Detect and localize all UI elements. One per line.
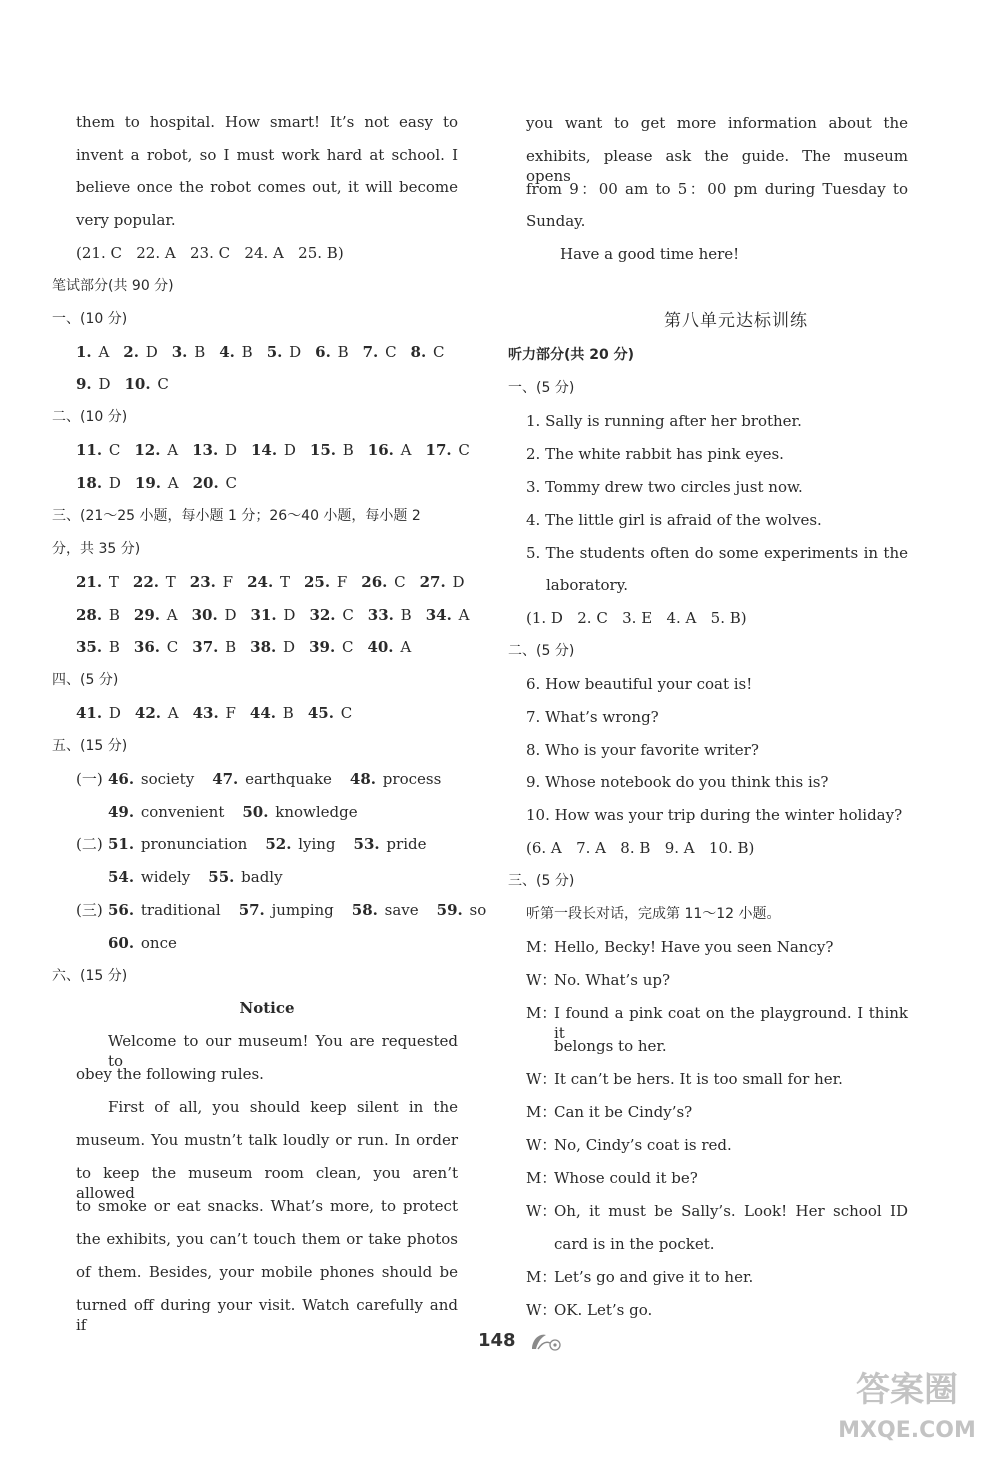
answer-row (76, 572, 479, 592)
section-title: 分，共 35 分) (52, 541, 141, 557)
answer-key: (6. A 7. A 8. B 9. A 10. B) (526, 839, 755, 857)
dialogue-speaker: M： (526, 1103, 557, 1121)
section-title: 五、(15 分) (52, 738, 128, 754)
text-line: Sunday. (526, 212, 586, 230)
page-number: 148 (478, 1330, 516, 1351)
answer-row (76, 703, 366, 723)
section-title: 笔试部分(共 90 分) (52, 278, 174, 294)
answer-item: 10. C (124, 375, 169, 393)
answer-item: 53. pride (353, 835, 427, 853)
answer-item: 51. pronunciation (108, 835, 248, 853)
text-line: from 9：00 am to 5：00 pm during Tuesday to (526, 180, 908, 198)
question-line: 1. Sally is running after her brother. (526, 412, 802, 430)
answer-item: 48. process (349, 770, 442, 788)
answer-item: 28. B (76, 606, 120, 624)
answer-item: 26. C (361, 573, 406, 591)
answer-row (76, 473, 251, 493)
dialogue-speaker: W： (526, 1070, 557, 1088)
answer-item: 9. D (76, 375, 111, 393)
question-line: 8. Who is your favorite writer? (526, 741, 759, 759)
answer-item: 43. F (192, 704, 236, 722)
text-line: invent a robot, so I must work hard at school. I (76, 146, 458, 164)
answer-item: 20. C (192, 474, 237, 492)
answer-key: (1. D 2. C 3. E 4. A 5. B) (526, 609, 747, 627)
answer-row (76, 605, 483, 625)
answer-item: 5. D (266, 343, 302, 361)
dialogue-speaker: M： (526, 1268, 557, 1286)
answer-row (76, 440, 484, 460)
answer-item: 52. lying (265, 835, 336, 853)
answer-item: 40. A (367, 638, 412, 656)
dialogue-line: No. What’s up? (554, 971, 671, 989)
dialogue-line: It can’t be hers. It is too small for her. (554, 1070, 843, 1088)
leaf-logo-icon (528, 1329, 564, 1357)
answer-item: 24. T (247, 573, 290, 591)
text-line: you want to get more information about the (526, 114, 908, 132)
dialogue-line: Oh, it must be Sally’s. Look! Her school ID (554, 1202, 908, 1220)
answer-row (108, 933, 195, 953)
text-line: believe once the robot comes out, it will become (76, 178, 458, 196)
question-line: 6. How beautiful your coat is! (526, 675, 753, 693)
answer-item: 23. F (189, 573, 234, 591)
answer-item: 42. A (134, 704, 179, 722)
question-line: 5. The students often do some experiments in the (526, 544, 908, 562)
answer-key: (21. C 22. A 23. C 24. A 25. B) (76, 244, 344, 262)
svg-text:MXQE.COM: MXQE.COM (838, 1418, 976, 1443)
notice-line: of them. Besides, your mobile phones should be (76, 1263, 458, 1281)
answer-row (108, 802, 376, 822)
notice-line: obey the following rules. (76, 1065, 264, 1083)
answer-item: 3. B (171, 343, 206, 361)
answer-item: 32. C (309, 606, 354, 624)
answer-item: 60. once (108, 934, 177, 952)
answer-item: 38. D (250, 638, 296, 656)
answer-row (108, 769, 459, 789)
answer-item: 1. A (76, 343, 110, 361)
answer-item: 36. C (133, 638, 179, 656)
question-line: 3. Tommy drew two circles just now. (526, 478, 803, 496)
answer-item: 25. F (303, 573, 348, 591)
section-title: 听力部分(共 20 分) (508, 347, 635, 363)
dialogue-speaker: M： (526, 1169, 557, 1187)
dialogue-line: Hello, Becky! Have you seen Nancy? (554, 938, 834, 956)
answer-item: 12. A (134, 441, 179, 459)
answer-item: 6. B (315, 343, 349, 361)
answer-item: 44. B (249, 704, 294, 722)
unit-title: 第八单元达标训练 (664, 311, 808, 331)
instruction: 听第一段长对话，完成第 11～12 小题。 (526, 906, 781, 922)
answer-item: 30. D (191, 606, 237, 624)
dialogue-line: Let’s go and give it to her. (554, 1268, 754, 1286)
dialogue-speaker: W： (526, 1301, 557, 1319)
answer-item: 35. B (76, 638, 120, 656)
dialogue-line: card is in the pocket. (554, 1235, 715, 1253)
answer-item: 14. D (250, 441, 296, 459)
dialogue-speaker: W： (526, 1202, 557, 1220)
answer-item: 2. D (123, 343, 158, 361)
notice-line: Welcome to our museum! You are requested to (108, 1032, 458, 1070)
answer-row (108, 867, 301, 887)
question-line: laboratory. (546, 576, 628, 594)
answer-row (76, 637, 425, 657)
watermark-logo (832, 1349, 982, 1453)
answer-item: 39. C (309, 638, 354, 656)
notice-line: First of all, you should keep silent in the (108, 1098, 458, 1116)
answer-item: 49. convenient (108, 803, 225, 821)
section-title: 三、(5 分) (508, 873, 575, 889)
text-line: very popular. (76, 211, 176, 229)
answer-row (76, 342, 458, 362)
section-title: 一、(5 分) (508, 380, 575, 396)
dialogue-line: No, Cindy’s coat is red. (554, 1136, 732, 1154)
section-title: 三、(21～25 小题，每小题 1 分；26～40 小题，每小题 2 (52, 508, 421, 524)
dialogue-line: Can it be Cindy’s? (554, 1103, 693, 1121)
question-line: 10. How was your trip during the winter holiday? (526, 806, 903, 824)
answer-item: 8. C (410, 343, 445, 361)
answer-item: 29. A (133, 606, 178, 624)
notice-line: to keep the museum room clean, you aren’t allowed (76, 1164, 458, 1202)
answer-item: 16. A (367, 441, 412, 459)
notice-title: Notice (239, 999, 295, 1017)
dialogue-line: Whose could it be? (554, 1169, 698, 1187)
answer-item: 19. A (134, 474, 179, 492)
section-title: 六、(15 分) (52, 968, 128, 984)
answer-item: 33. B (367, 606, 412, 624)
question-line: 9. Whose notebook do you think this is? (526, 773, 829, 791)
answer-item: 27. D (419, 573, 465, 591)
answer-item: 11. C (76, 441, 121, 459)
answer-item: 22. T (132, 573, 176, 591)
notice-line: turned off during your visit. Watch carefully and if (76, 1296, 458, 1334)
answer-row (108, 900, 504, 920)
answer-item: 21. T (76, 573, 119, 591)
answer-row (76, 374, 183, 394)
answer-item: 4. B (219, 343, 253, 361)
notice-line: museum. You mustn’t talk loudly or run. In order (76, 1131, 458, 1149)
answer-item: 13. D (192, 441, 237, 459)
answer-item: 54. widely (108, 868, 191, 886)
svg-text:答案圈: 答案圈 (856, 1370, 958, 1410)
answer-item: 46. society (108, 770, 195, 788)
section-title: 二、(5 分) (508, 643, 575, 659)
answer-item: 34. A (425, 606, 470, 624)
dialogue-speaker: M： (526, 1004, 557, 1022)
answer-item: 15. B (309, 441, 354, 459)
text-line: exhibits, please ask the guide. The museum opens (526, 147, 908, 185)
answer-item: 59. so (436, 901, 487, 919)
dialogue-speaker: W： (526, 1136, 557, 1154)
answer-item: 56. traditional (108, 901, 221, 919)
section-title: 四、(5 分) (52, 672, 119, 688)
right-column (500, 0, 1000, 1463)
answer-item: 47. earthquake (212, 770, 332, 788)
question-line: 2. The white rabbit has pink eyes. (526, 445, 784, 463)
question-line: 7. What’s wrong? (526, 708, 659, 726)
closing-line: Have a good time here! (560, 245, 740, 263)
dialogue-line: belongs to her. (554, 1037, 667, 1055)
answer-item: 7. C (362, 343, 397, 361)
section-title: 一、(10 分) (52, 311, 128, 327)
question-line: 4. The little girl is afraid of the wolves. (526, 511, 822, 529)
dialogue-line: I found a pink coat on the playground. I think it (554, 1004, 908, 1042)
dialogue-speaker: M： (526, 938, 557, 956)
notice-line: the exhibits, you can’t touch them or take photos (76, 1230, 458, 1248)
answer-item: 45. C (307, 704, 353, 722)
section-title: 二、(10 分) (52, 409, 128, 425)
answer-item: 37. B (192, 638, 237, 656)
text-line: them to hospital. How smart! It’s not easy to (76, 113, 458, 131)
answer-item: 17. C (425, 441, 470, 459)
answer-item: 41. D (76, 704, 121, 722)
subsection-label: (三) (76, 901, 103, 919)
answer-item: 55. badly (208, 868, 283, 886)
answer-item: 31. D (250, 606, 296, 624)
answer-item: 58. save (351, 901, 419, 919)
dialogue-line: OK. Let’s go. (554, 1301, 653, 1319)
answer-item: 50. knowledge (242, 803, 358, 821)
answer-row (108, 834, 444, 854)
subsection-label: (一) (76, 770, 103, 788)
dialogue-speaker: W： (526, 971, 557, 989)
answer-item: 18. D (76, 474, 121, 492)
subsection-label: (二) (76, 835, 103, 853)
answer-item: 57. jumping (238, 901, 334, 919)
notice-line: to smoke or eat snacks. What’s more, to protect (76, 1197, 458, 1215)
